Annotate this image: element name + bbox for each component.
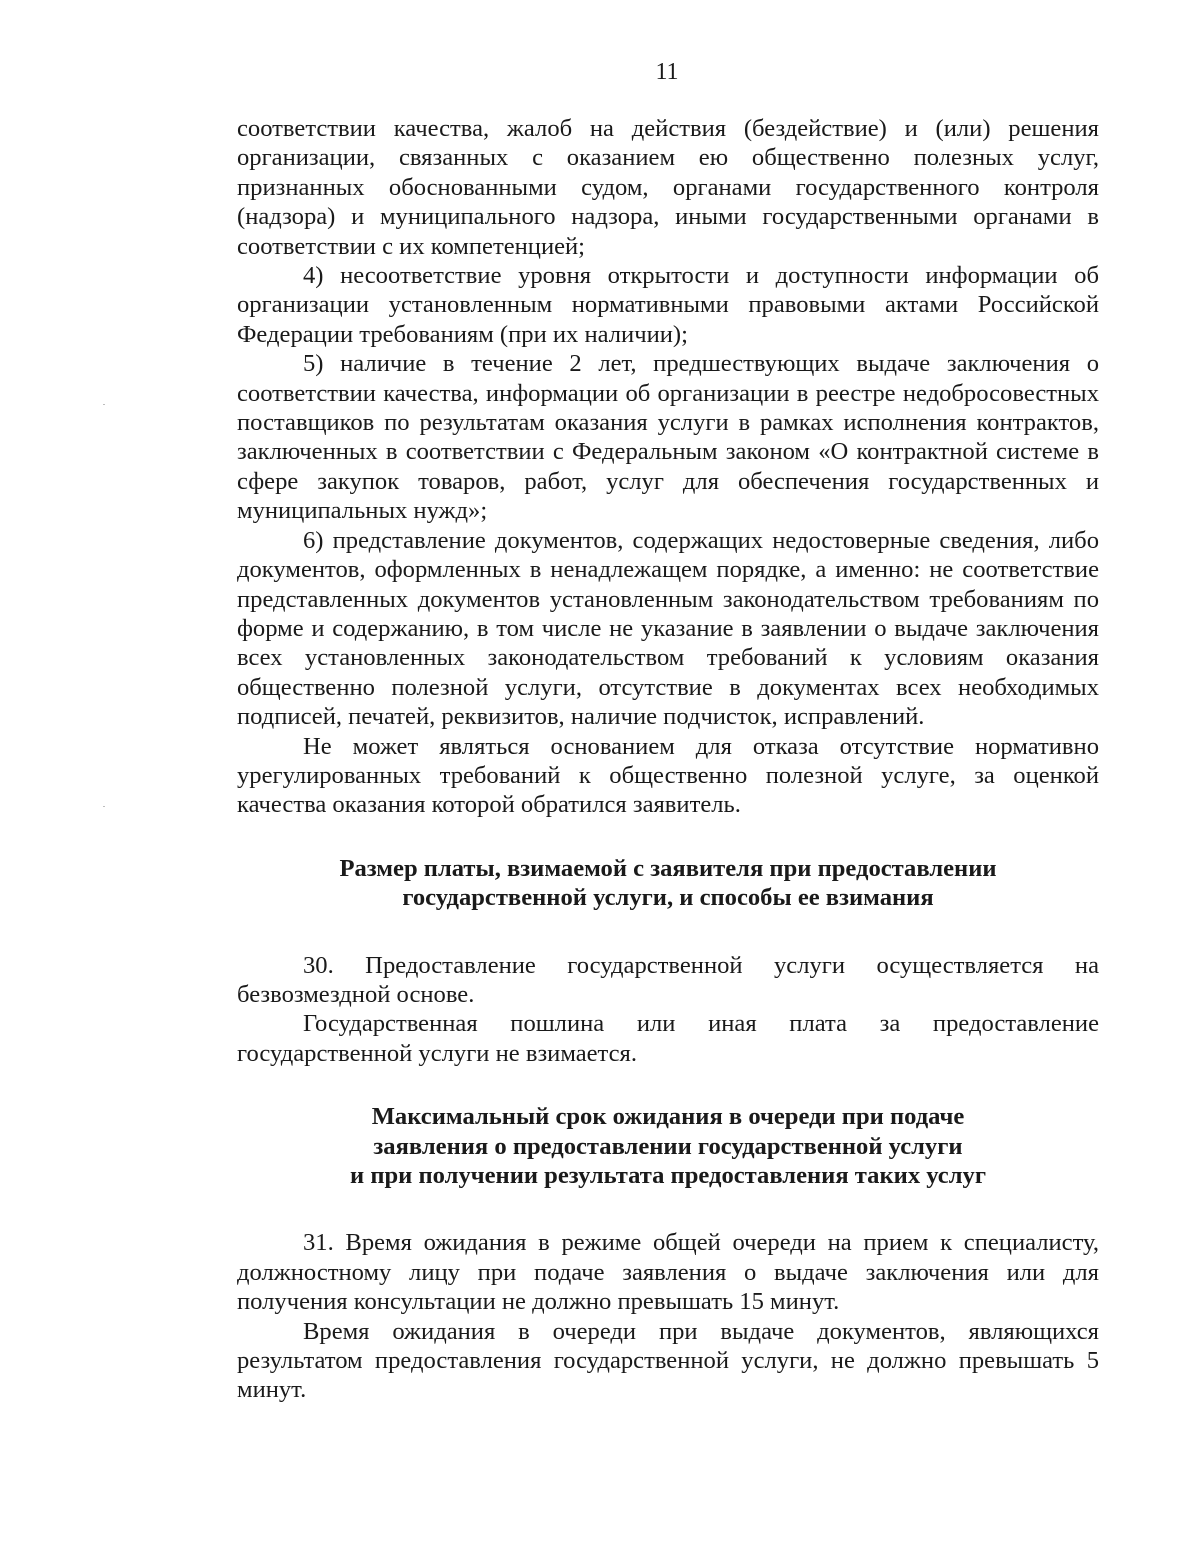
paragraph-continuation: соответствии качества, жалоб на действия (бездействие) и (или) решения организации, связанных с оказанием ею общественно полезных услуг, признанных обоснованными судом, органами государственного контроля (надзора) и муниципального надзора, иными государственными органами в соответствии с их компетенцией; bbox=[237, 115, 1099, 260]
paragraph-note: Не может являться основанием для отказа отсутствие нормативно урегулированных требований к общественно полезной услуге, за оценкой качества оказания которой обратился заявитель. bbox=[237, 732, 1099, 819]
scan-mark bbox=[103, 404, 105, 405]
paragraph-item-4: 4) несоответствие уровня открытости и доступности информации об организации установленным нормативными правовыми актами Российской Федерации требованиям (при их наличии); bbox=[237, 262, 1099, 348]
heading-line: заявления о предоставлении государственной услуги bbox=[373, 1132, 963, 1160]
scan-mark bbox=[103, 806, 105, 807]
paragraph-fee-note: Государственная пошлина или иная плата за предоставление государственной услуги не взимается. bbox=[237, 1010, 1099, 1067]
heading-line: Размер платы, взимаемой с заявителя при предоставлении bbox=[339, 854, 997, 882]
heading-line: и при получении результата предоставления таких услуг bbox=[350, 1162, 986, 1189]
section-heading-fee bbox=[237, 854, 1099, 913]
page-number: 11 bbox=[655, 59, 679, 85]
heading-line: Максимальный срок ожидания в очереди при подаче bbox=[371, 1103, 965, 1131]
paragraph-item-31: 31. Время ожидания в режиме общей очереди на прием к специалисту, должностному лицу при подаче заявления о выдаче заключения или для получения консультации не должно превышать 15 минут. bbox=[237, 1229, 1099, 1316]
heading-line: государственной услуги, и способы ее взимания bbox=[402, 884, 934, 912]
paragraph-item-5: 5) наличие в течение 2 лет, предшествующих выдаче заключения о соответствии качества, информации об организации в реестре недобросовестных поставщиков по результатам оказания услуги в рамках исполнения контрактов, заключенных в соответствии с Федеральным законом «О контрактной системе в сфере закупок товаров, работ, услуг для обеспечения государственных и муниципальных нужд»; bbox=[237, 350, 1099, 525]
section-heading-queue bbox=[237, 1102, 1099, 1190]
paragraph-queue-note: Время ожидания в очереди при выдаче документов, являющихся результатом предоставления государственной услуги, не должно превышать 5 минут. bbox=[237, 1317, 1099, 1404]
paragraph-item-30: 30. Предоставление государственной услуги осуществляется на безвозмездной основе. bbox=[237, 951, 1099, 1008]
paragraph-item-6: 6) представление документов, содержащих недостоверные сведения, либо документов, оформленных в ненадлежащем порядке, а именно: не соответствие представленных документов установленным законодательством требованиям по форме и содержанию, в том числе не указание в заявлении о выдаче заключения всех установленных законодательством требований к условиям оказания общественно полезной услуги, отсутствие в документах всех необходимых подписей, печатей, реквизитов, наличие подчисток, исправлений. bbox=[237, 526, 1099, 731]
document-body bbox=[237, 114, 1099, 1405]
